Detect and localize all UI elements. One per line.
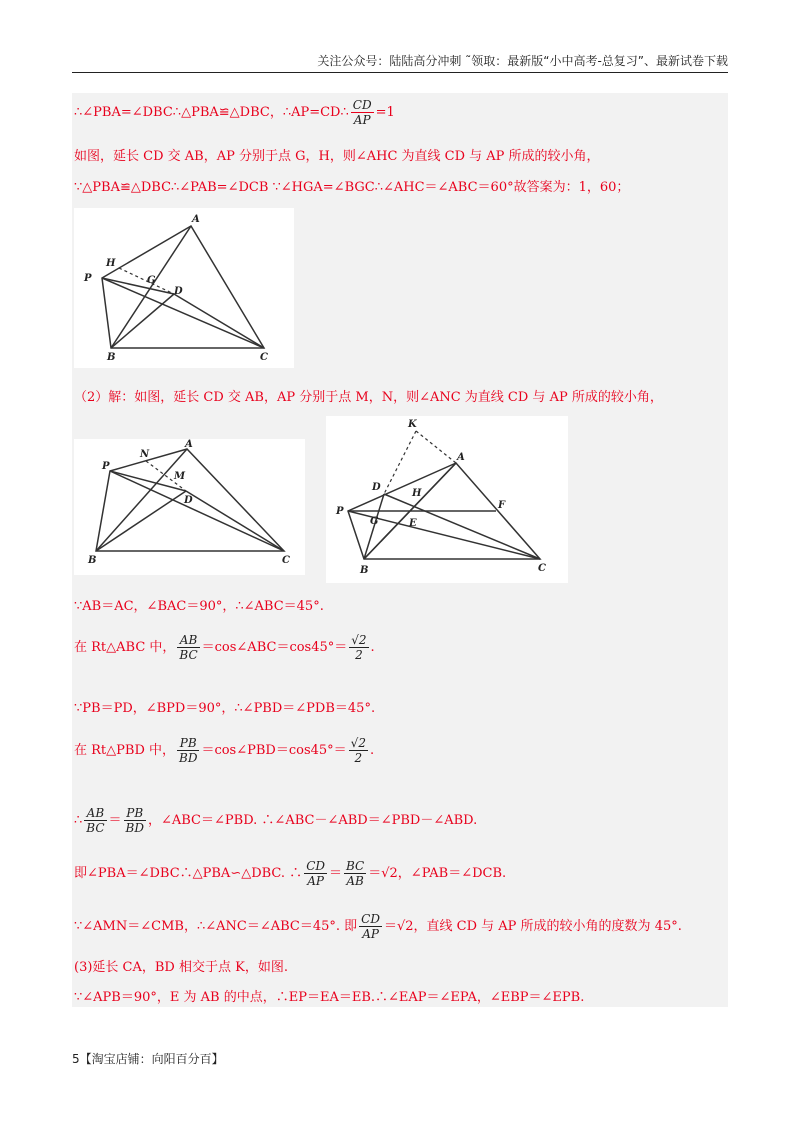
fig3-label-C: C — [538, 563, 546, 574]
fig2-label-C: C — [282, 555, 290, 566]
fraction-pb-bd: $\frac{PB}{BD}$ — [179, 736, 198, 765]
fig1-label-H: H — [106, 258, 116, 269]
fig1-label-B: B — [107, 352, 116, 363]
line-7: ∵PB＝PD，∠BPD＝90°，∴∠PBD＝∠PDB＝45°. — [74, 701, 376, 716]
fraction-cd-ap: $\frac{CD}{AP}$ — [352, 98, 372, 127]
line-1: ∴∠PBA=∠DBC∴△PBA≌△DBC，∴AP=CD∴ $\frac{CD}{AP}$ =1 — [74, 98, 395, 127]
line-2: 如图，延长 CD 交 AB，AP 分别于点 G，H，则∠AHC 为直线 CD 与 AP 所成的较小角， — [74, 149, 600, 164]
line-9: ∴ $\frac{AB}{BC}$ ＝ $\frac{PB}{BD}$ ，∠ABC＝∠PBD. ∴∠ABC－∠ABD＝∠PBD－∠ABD. — [74, 806, 478, 835]
figure-3-diagram — [326, 416, 568, 583]
fig3-label-H: H — [412, 488, 422, 499]
header-text: 关注公众号：陆陆高分冲刺 ˜领取：最新版“小中高考-总复习”、最新试卷下载 — [317, 54, 728, 68]
fig2-label-P: P — [102, 461, 110, 472]
fraction-sqrt2-2-b: $\frac{√2}{2}$ — [350, 736, 366, 765]
fraction-cd-ap-2: $\frac{CD}{AP}$ — [306, 859, 325, 888]
line-11: ∵∠AMN＝∠CMB，∴∠ANC＝∠ABC＝45°. 即 $\frac{CD}{AP}$ ＝√2，直线 CD 与 AP 所成的较小角的度数为 45°. — [74, 912, 682, 941]
line-6: 在 Rt△ABC 中， $\frac{AB}{BC}$ ＝cos∠ABC＝cos45°＝ $\frac{√2}{2}$ . — [74, 633, 375, 662]
fig1-label-D: D — [174, 286, 183, 297]
line-12: (3)延长 CA，BD 相交于点 K，如图. — [74, 960, 288, 975]
fraction-pb-bd-2: $\frac{PB}{BD}$ — [125, 806, 144, 835]
fig1-label-C: C — [260, 352, 268, 363]
fraction-ab-bc-2: $\frac{AB}{BC}$ — [86, 806, 105, 835]
fig3-label-E: E — [409, 518, 417, 529]
fig3-label-F: F — [498, 500, 506, 511]
line-13: ∵∠APB＝90°，E 为 AB 的中点，∴EP＝EA＝EB.∴∠EAP＝∠EPA，∠EBP＝∠EPB. — [74, 990, 585, 1005]
fig2-label-A: A — [185, 439, 193, 450]
page-footer: 5【淘宝店铺：向阳百分百】 — [72, 1052, 224, 1066]
figure-2-diagram — [74, 439, 305, 575]
line-5: ∵AB＝AC，∠BAC＝90°，∴∠ABC＝45°. — [74, 599, 324, 614]
fig1-label-A: A — [192, 214, 200, 225]
fig1-label-P: P — [84, 273, 92, 284]
fig2-label-D: D — [184, 495, 193, 506]
page-header — [72, 52, 728, 73]
fig3-label-A: A — [457, 452, 465, 463]
fig3-label-G: G — [370, 516, 379, 527]
line-3: ∵△PBA≌△DBC∴∠PAB=∠DCB ∵∠HGA=∠BGC∴∠AHC＝∠ABC＝60°故答案为：1，60； — [74, 180, 630, 195]
line-4: （2）解：如图，延长 CD 交 AB，AP 分别于点 M，N，则∠ANC 为直线 CD 与 AP 所成的较小角， — [74, 390, 663, 405]
fig3-label-B: B — [360, 565, 369, 576]
fraction-ab-bc: $\frac{AB}{BC}$ — [179, 633, 198, 662]
fraction-sqrt2-2: $\frac{√2}{2}$ — [351, 633, 367, 662]
fig2-label-M: M — [174, 471, 186, 482]
fig2-label-N: N — [140, 449, 150, 460]
figure-1-diagram — [74, 208, 294, 368]
fig2-label-B: B — [88, 555, 97, 566]
fraction-bc-ab: $\frac{BC}{AB}$ — [346, 859, 365, 888]
fig3-label-K: K — [408, 419, 417, 430]
fig3-label-P: P — [336, 506, 344, 517]
fig3-label-D: D — [372, 482, 381, 493]
line-8: 在 Rt△PBD 中， $\frac{PB}{BD}$ ＝cos∠PBD＝cos45°＝ $\frac{√2}{2}$ . — [74, 736, 375, 765]
fraction-cd-ap-3: $\frac{CD}{AP}$ — [361, 912, 380, 941]
solution-content — [72, 93, 728, 1007]
line-10: 即∠PBA＝∠DBC∴△PBA∽△DBC. ∴ $\frac{CD}{AP}$ ＝ $\frac{BC}{AB}$ ＝√2，∠PAB＝∠DCB. — [74, 859, 507, 888]
fig1-label-G: G — [147, 275, 156, 286]
